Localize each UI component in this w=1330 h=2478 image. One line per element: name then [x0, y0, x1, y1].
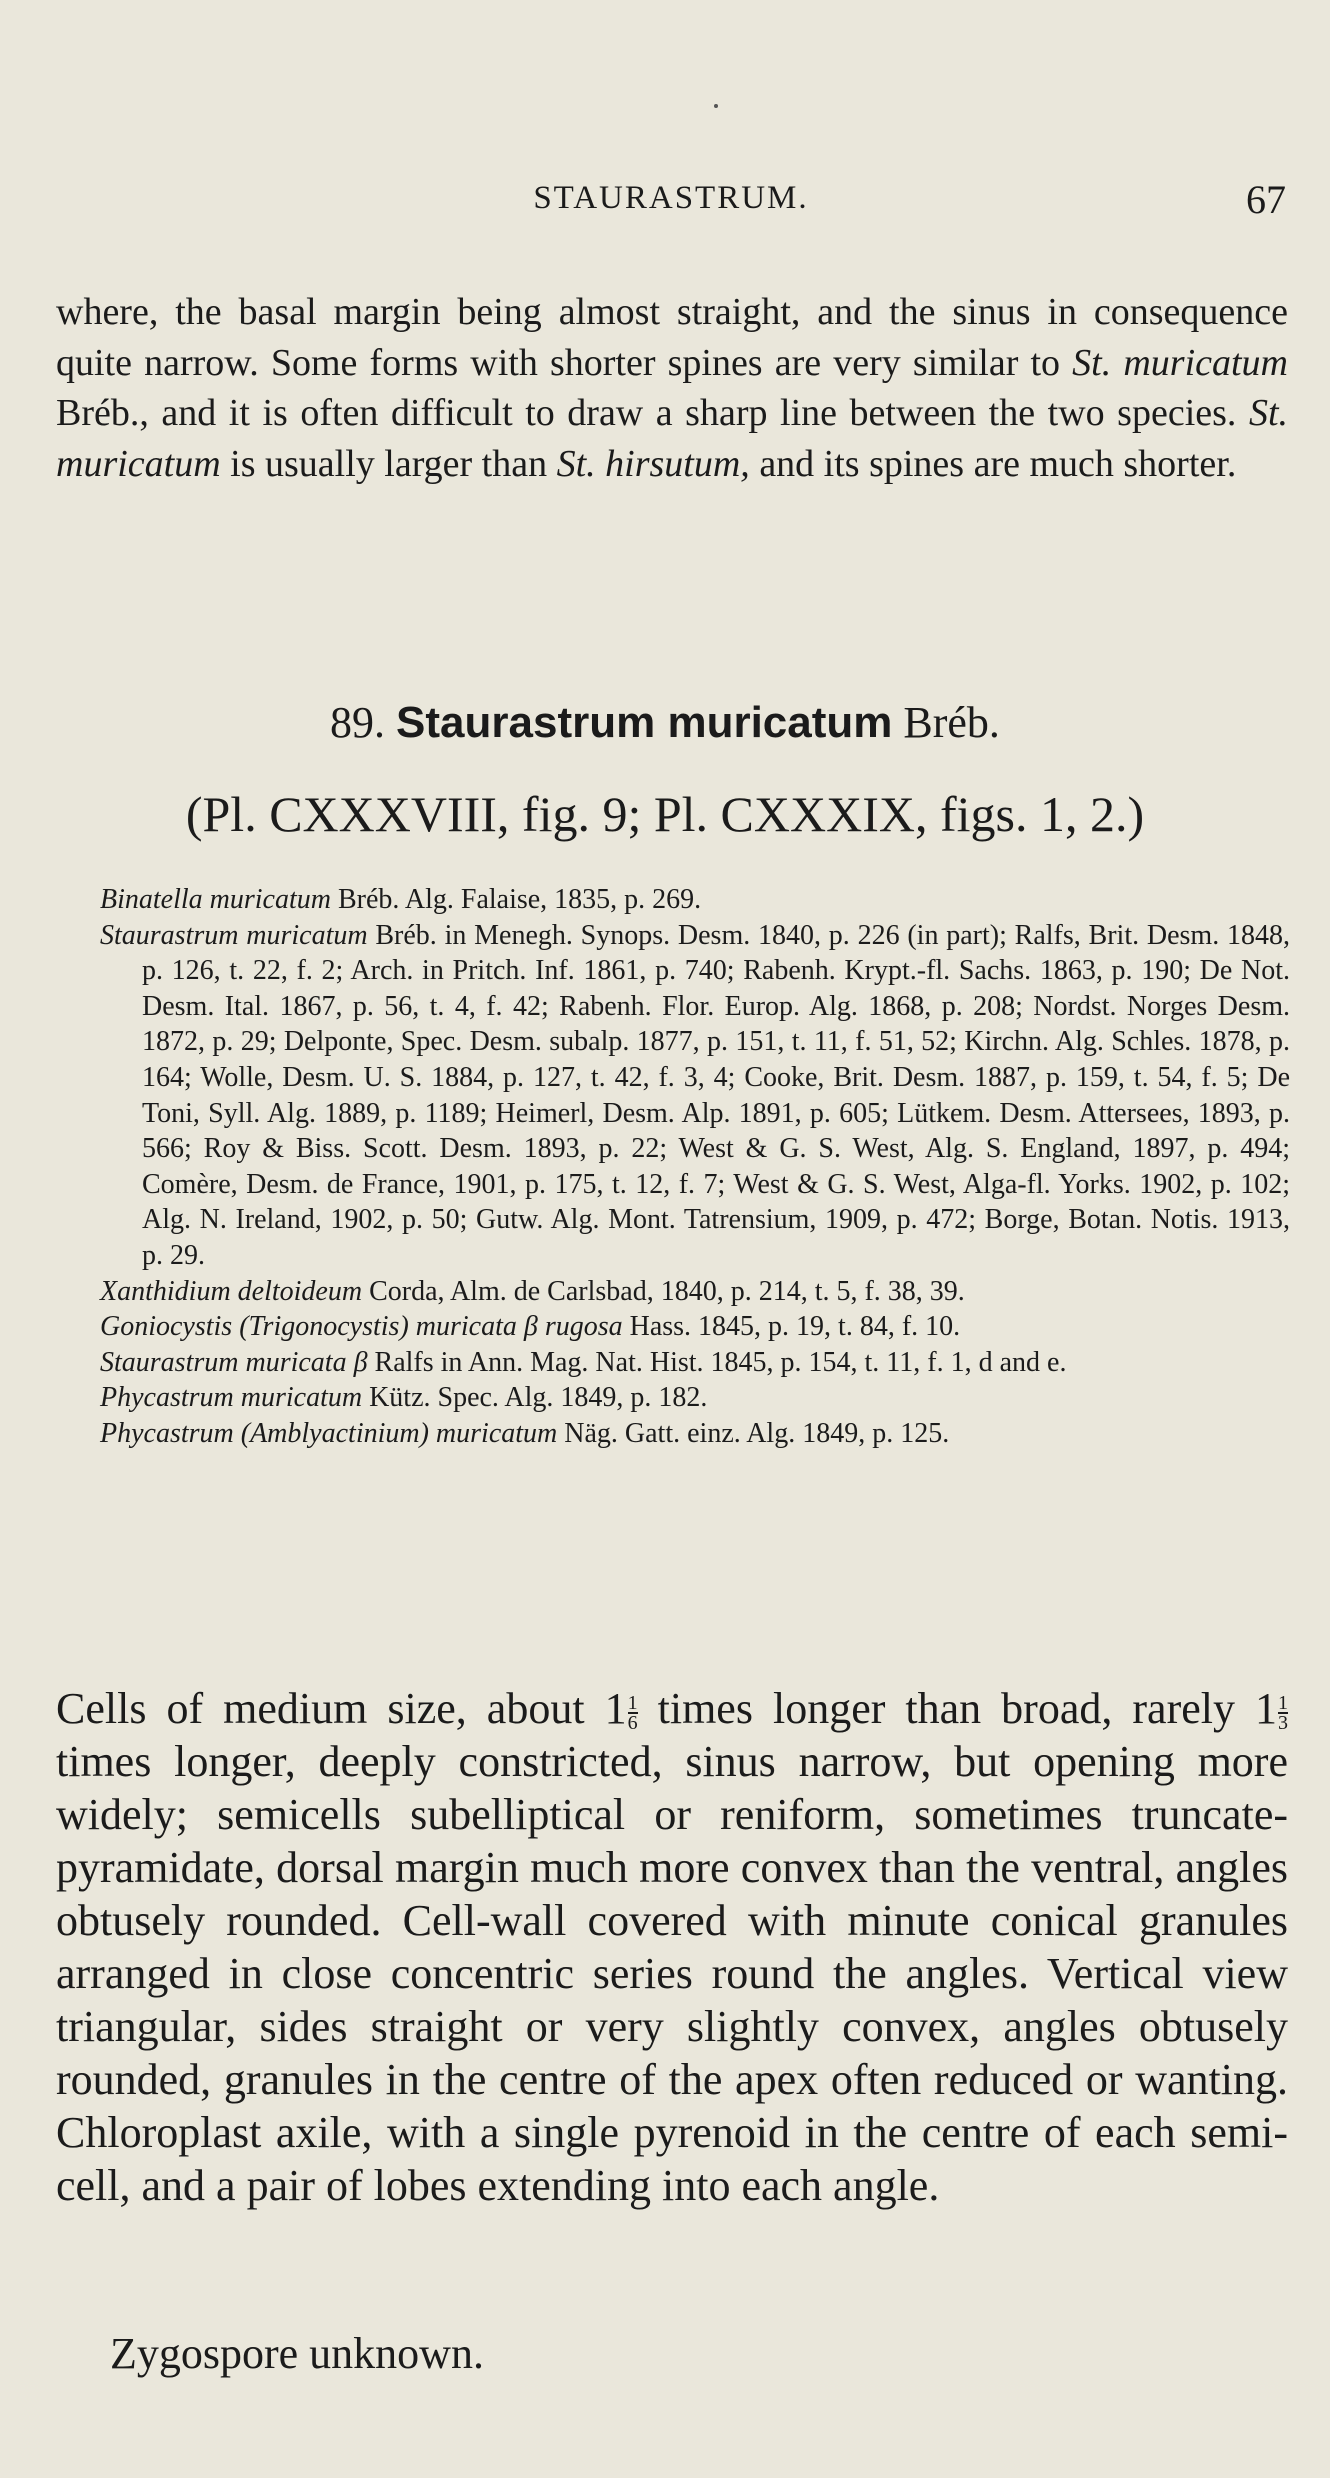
synonym-taxon: Phycastrum muricatum	[100, 1382, 363, 1414]
synonym-taxon: Phycastrum (Amblyactinium) muricatum	[100, 1417, 558, 1449]
synonym-citation: Kütz. Spec. Alg. 1849, p. 182.	[362, 1382, 708, 1414]
synonymy-entry	[100, 1380, 1290, 1416]
plate-reference: (Pl. CXXXVIII, fig. 9; Pl. CXXXIX, figs. 1, 2.)	[185, 786, 1145, 842]
intro-text: Bréb., and it is often difficult to draw a sharp line between the two species.	[56, 392, 1249, 434]
synonymy-list	[100, 882, 1290, 1452]
page-header	[56, 177, 1286, 230]
synonym-citation: Ralfs in Ann. Mag. Nat. Hist. 1845, p. 154, t. 11, f. 1, d and e.	[367, 1346, 1067, 1378]
synonymy-entry	[100, 882, 1290, 918]
fraction-one-third	[1278, 1691, 1288, 1734]
intro-taxon: St. hirsutum,	[556, 442, 750, 485]
species-name: Staurastrum muricatum	[396, 698, 893, 747]
synonymy-entry	[100, 918, 1290, 1274]
intro-taxon: St. muricatum	[1072, 341, 1288, 384]
species-number: 89.	[330, 698, 386, 747]
fraction-numerator: 1	[627, 1691, 638, 1714]
species-heading	[0, 697, 1330, 748]
intro-paragraph	[56, 287, 1288, 489]
synonym-citation: Corda, Alm. de Carlsbad, 1840, p. 214, t. 5, f. 38, 39.	[362, 1275, 965, 1307]
description-text: Cells of medium size, about 1	[56, 1684, 627, 1733]
intro-text: where, the basal margin being almost straight, and the sinus in consequence quite narrow. Some forms with shorter spines are very similar to	[56, 291, 1288, 384]
synonymy-entry	[100, 1345, 1290, 1381]
synonym-taxon: Staurastrum muricatum	[100, 919, 368, 951]
zygospore-note: Zygospore unknown.	[110, 2329, 484, 2378]
running-head: STAURASTRUM.	[533, 180, 809, 216]
synonym-taxon: Staurastrum muricata β	[100, 1346, 368, 1378]
synonym-citation: Bréb. Alg. Falaise, 1835, p. 269.	[330, 884, 702, 915]
synonym-citation: Bréb. in Menegh. Synops. Desm. 1840, p. 226 (in part); Ralfs, Brit. Desm. 1848, p. 126, t. 22, f. 2; Arch. in Pritch. Inf. 1861, p. 740; Rabenh. Krypt.-fl. Sachs. 1863, p. 190; De Not. Desm. Ital. 1867, p. 56, t. 4, f. 42; Rabenh. Flor. Europ. Alg. 1868, p. 208; Nordst. Norges Desm. 1872, p. 29; Delponte, Spec. Desm. subalp. 1877, p. 151, t. 11, f. 51, 52; Kirchn. Alg. Schles. 1878, p. 164; Wolle, Desm. U. S. 1884, p. 127, t. 42, f. 3, 4; Cooke, Brit. Desm. 1887, p. 159, t. 54, f. 5; De Toni, Syll. Alg. 1889, p. 1189; Heimerl, Desm. Alp. 1891, p. 605; Lütkem. Desm. Attersees, 1893, p. 566; Roy & Biss. Scott. Desm. 1893, p. 22; West & G. S. West, Alg. S. England, 1897, p. 494; Comère, Desm. de France, 1901, p. 175, t. 12, f. 7; West & G. S. West, Alga-fl. Yorks. 1902, p. 102; Alg. N. Ireland, 1902, p. 50; Gutw. Alg. Mont. Tatrensium, 1909, p. 472; Borge, Botan. Notis. 1913, p. 29.	[142, 919, 1290, 1271]
synonymy-entry	[100, 1416, 1290, 1452]
fraction-denominator: 6	[627, 1711, 638, 1734]
intro-text: and its spines are much shorter.	[749, 442, 1237, 485]
synonym-citation: Näg. Gatt. einz. Alg. 1849, p. 125.	[557, 1417, 950, 1449]
synonymy-entry	[100, 1309, 1290, 1345]
description-text: times longer, deeply constricted, sinus narrow, but opening more widely; semicells subelliptical or reniform, sometimes truncate-pyramidate, dorsal margin much more convex than the ventral, angles obtusely rounded. Cell-wall covered with minute conical granules arranged in close concentric series round the angles. Vertical view triangular, sides straight or very slightly convex, angles obtusely rounded, granules in the centre of the apex often reduced or wanting. Chloroplast axile, with a single pyrenoid in the centre of each semi-cell, and a pair of lobes extending into each angle.	[56, 1737, 1288, 2210]
intro-taxon: St. muricatum	[56, 392, 1288, 485]
species-author: Bréb.	[903, 698, 1000, 747]
fraction-one-sixth	[627, 1691, 638, 1734]
synonymy-entry	[100, 1274, 1290, 1310]
synonym-taxon: Xanthidium deltoideum	[100, 1275, 363, 1307]
synonym-taxon: Goniocystis (Trigonocystis) muricata β rugosa	[100, 1311, 623, 1343]
fraction-denominator: 3	[1278, 1711, 1288, 1734]
synonym-taxon: Binatella muricatum	[100, 884, 331, 915]
fraction-numerator: 1	[1278, 1691, 1288, 1714]
description-paragraph	[56, 1682, 1288, 2212]
print-speck	[714, 104, 718, 108]
synonym-citation: Hass. 1845, p. 19, t. 84, f. 10.	[622, 1311, 961, 1343]
description-text: times longer than broad, rarely 1	[637, 1684, 1277, 1733]
page-number: 67	[1246, 177, 1286, 222]
intro-text: is usually larger than	[220, 442, 557, 485]
